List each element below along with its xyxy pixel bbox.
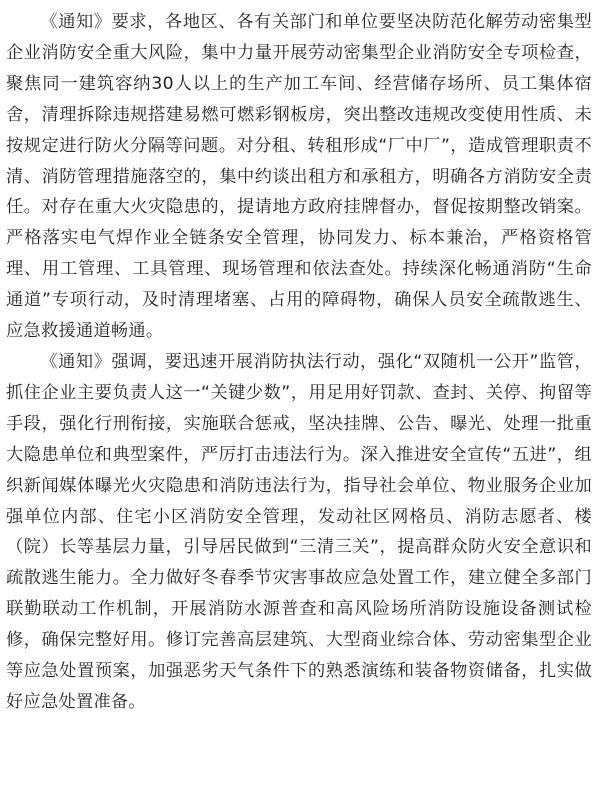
- article-body: [6, 7, 592, 718]
- paragraph-requirements: 《通知》要求，各地区、各有关部门和单位要坚决防范化解劳动密集型企业消防安全重大风险，集中力量开展劳动密集型企业消防安全专项检查，聚焦同一建筑容纳30人以上的生产加工车间、经营储存场所、员工集体宿舍，清理拆除违规搭建易燃可燃彩钢板房，突出整改违规改变使用性质、未按规定进行防火分隔等问题。对分租、转租形成“厂中厂”，造成管理职责不清、消防管理措施落空的，集中约谈出租方和承租方，明确各方消防安全责任。对存在重大火灾隐患的，提请地方政府挂牌督办，督促按期整改销案。严格落实电气焊作业全链条安全管理，协同发力、标本兼治，严格资格管理、用工管理、工具管理、现场管理和依法查处。持续深化畅通消防“生命通道”专项行动，及时清理堵塞、占用的障碍物，确保人员安全疏散逃生、应急救援通道畅通。: [6, 12, 592, 342]
- paragraph-emphasis: 《通知》强调，要迅速开展消防执法行动，强化“双随机一公开”监管，抓住企业主要负责人这一“关键少数”，用足用好罚款、查封、关停、拘留等手段，强化行刑衔接，实施联合惩戒，坚决挂牌、公告、曝光、处理一批重大隐患单位和典型案件，严厉打击违法行为。深入推进安全宣传“五进”，组织新闻媒体曝光火灾隐患和消防违法行为，指导社会单位、物业服务企业加强单位内部、住宅小区消防安全管理，发动社区网格员、消防志愿者、楼（院）长等基层力量，引导居民做到“三清三关”，提高群众防火安全意识和疏散逃生能力。全力做好冬春季节灾害事故应急处置工作，建立健全多部门联勤联动工作机制，开展消防水源普查和高风险场所消防设施设备测试检修，确保完整好用。修订完善高层建筑、大型商业综合体、劳动密集型企业等应急处置预案，加强恶劣天气条件下的熟悉演练和装备物资储备，扎实做好应急处置准备。: [6, 351, 592, 712]
